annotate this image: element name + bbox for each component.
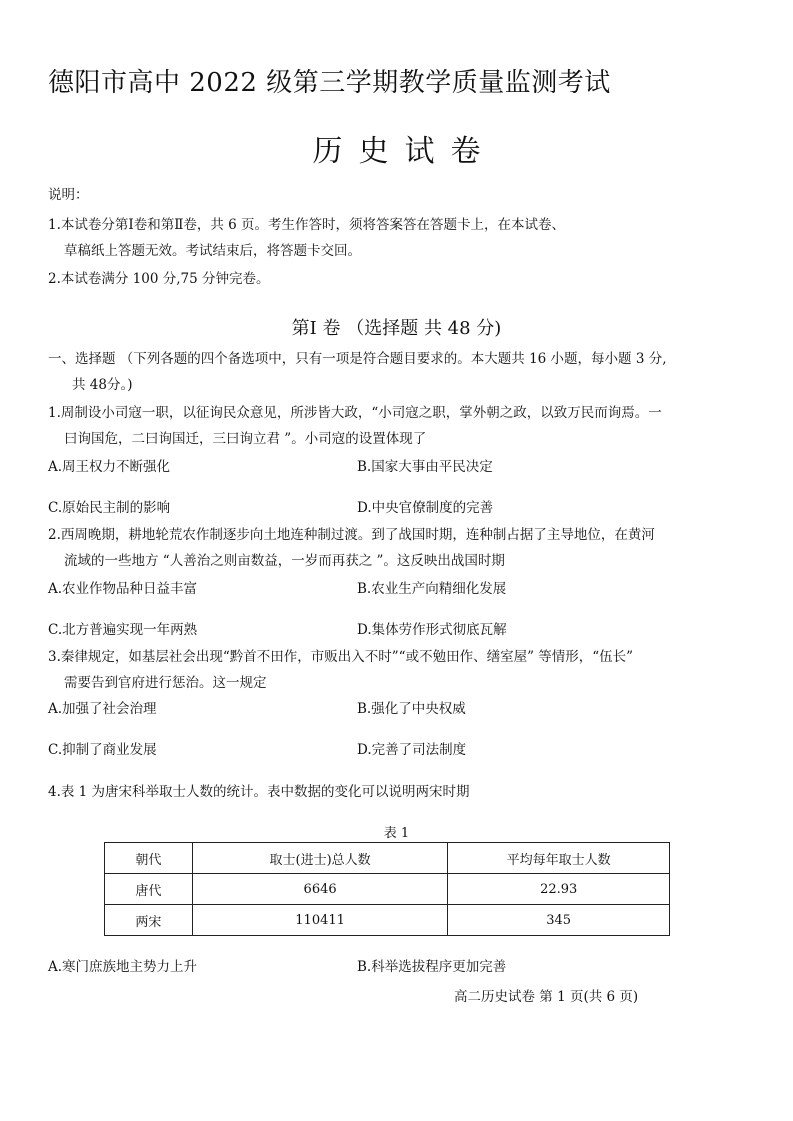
question-1-stem-cont: 曰询国危，二曰询国迁，三曰询立君 ”。小司寇的设置体现了 <box>64 431 427 447</box>
table-row <box>105 874 670 905</box>
question-4-option-b[interactable]: B.科举选拔程序更加完善 <box>357 959 507 975</box>
instruction-item-1-cont: 草稿纸上答题无效。考试结束后，将答题卡交回。 <box>64 243 361 259</box>
section-intro: 一、选择题 （下列各题的四个备选项中，只有一项是符合题目要求的。本大题共 16 小题，每小题 3 分, <box>48 351 667 367</box>
table-header-cell: 取士(进士)总人数 <box>192 843 448 874</box>
table-cell: 唐代 <box>105 874 193 905</box>
question-3-option-d[interactable]: D.完善了司法制度 <box>357 742 467 758</box>
question-3-stem: 3.秦律规定，如基层社会出现“黔首不田作，市贩出入不时”“或不勉田作、缮室屋” 等情形，“伍长” <box>48 649 634 665</box>
question-1-option-d[interactable]: D.中央官僚制度的完善 <box>357 500 494 516</box>
data-table <box>104 842 670 936</box>
question-3-option-c[interactable]: C.抑制了商业发展 <box>48 742 157 758</box>
question-1-stem: 1.周制设小司寇一职，以征询民众意见，所涉皆大政，“小司寇之职，掌外朝之政，以致万民而询焉。一 <box>48 405 662 421</box>
section-heading: 第Ⅰ 卷 （选择题 共 48 分) <box>291 318 502 339</box>
question-2-option-a[interactable]: A.农业作物品种日益丰富 <box>48 581 198 597</box>
table-header-cell: 平均每年取士人数 <box>448 843 670 874</box>
table-header-row <box>105 843 670 874</box>
table-cell: 345 <box>448 905 670 936</box>
exam-subtitle: 历史试卷 <box>312 134 497 169</box>
question-1-option-b[interactable]: B.国家大事由平民决定 <box>357 459 493 475</box>
question-3-option-a[interactable]: A.加强了社会治理 <box>48 701 157 717</box>
question-2-stem-cont: 流域的一些地方 “人善治之则亩数益，一岁而再获之 ”。这反映出战国时期 <box>64 553 505 569</box>
question-1-option-a[interactable]: A.周王权力不断强化 <box>48 459 171 475</box>
table-caption: 表 1 <box>383 826 410 841</box>
page-footer: 高二历史试卷 第 1 页(共 6 页) <box>454 989 639 1005</box>
question-2-option-c[interactable]: C.北方普遍实现一年两熟 <box>48 622 198 638</box>
table-cell: 110411 <box>192 905 448 936</box>
instructions-label: 说明： <box>48 187 89 203</box>
question-4-stem: 4.表 1 为唐宋科举取士人数的统计。表中数据的变化可以说明两宋时期 <box>48 784 470 800</box>
table-cell: 两宋 <box>105 905 193 936</box>
question-4-option-a[interactable]: A.寒门庶族地主势力上升 <box>48 959 198 975</box>
exam-title: 德阳市高中 2022 级第三学期教学质量监测考试 <box>48 68 611 98</box>
question-1-option-c[interactable]: C.原始民主制的影响 <box>48 500 171 516</box>
section-intro-cont: 共 48分。) <box>72 377 133 393</box>
table-header-cell: 朝代 <box>105 843 193 874</box>
table-row <box>105 905 670 936</box>
question-2-option-d[interactable]: D.集体劳作形式彻底瓦解 <box>357 622 507 638</box>
question-3-stem-cont: 需要告到官府进行惩治。这一规定 <box>64 675 267 691</box>
question-2-option-b[interactable]: B.农业生产向精细化发展 <box>357 581 507 597</box>
question-2-stem: 2.西周晚期，耕地轮荒农作制逐步向土地连种制过渡。到了战国时期，连种制占据了主导地位，在黄河 <box>48 527 655 543</box>
instruction-item-2: 2.本试卷满分 100 分,75 分钟完卷。 <box>48 271 270 287</box>
table-cell: 22.93 <box>448 874 670 905</box>
table-cell: 6646 <box>192 874 448 905</box>
instruction-item-1: 1.本试卷分第Ⅰ卷和第Ⅱ卷，共 6 页。考生作答时，须将答案答在答题卡上，在本试卷、 <box>48 217 566 233</box>
question-3-option-b[interactable]: B.强化了中央权威 <box>357 701 466 717</box>
